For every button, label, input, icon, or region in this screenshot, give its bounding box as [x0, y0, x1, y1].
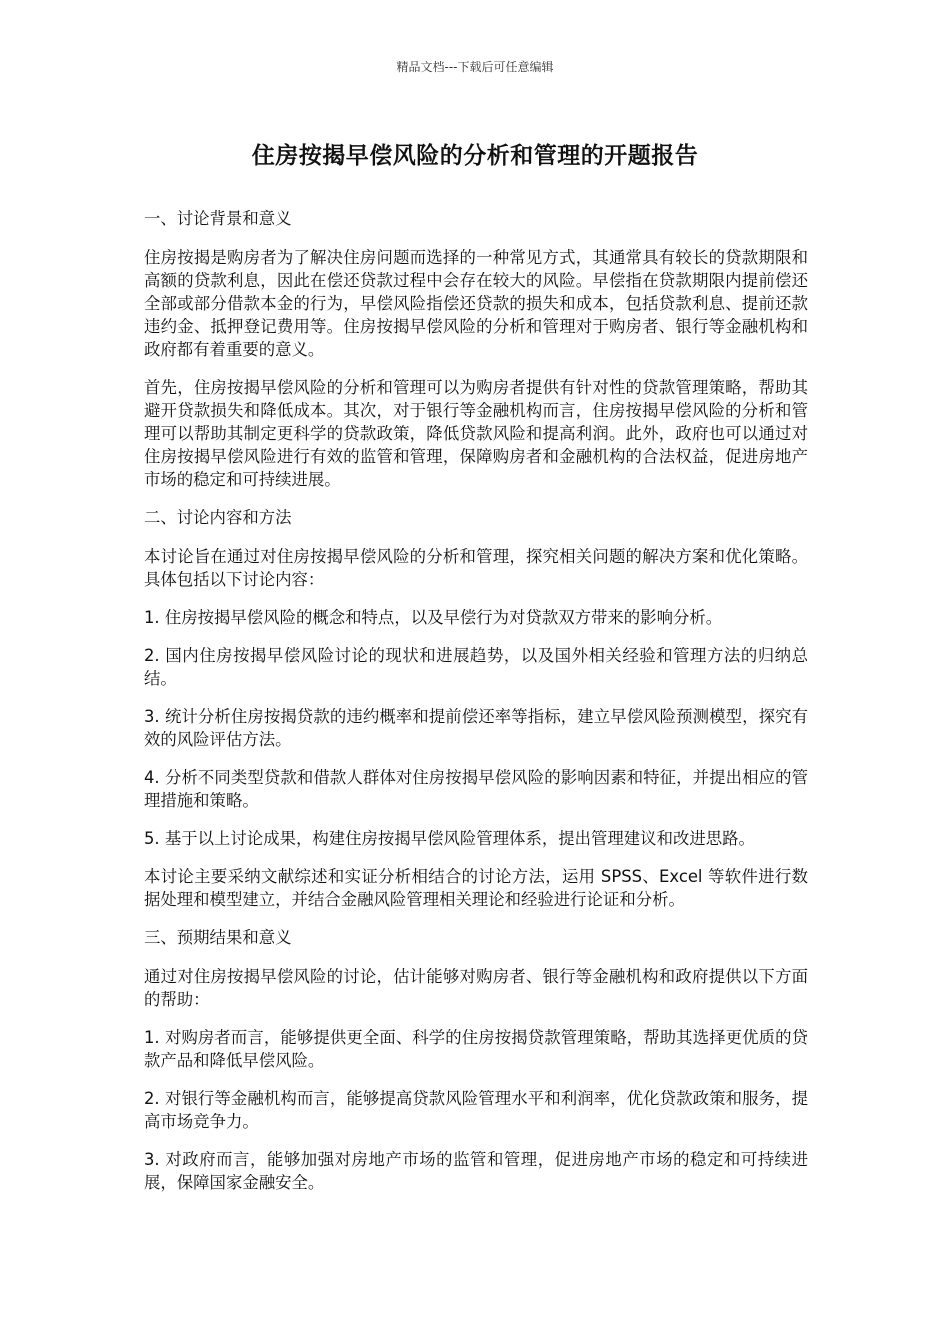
page-header-note: 精品文档---下载后可任意编辑 — [396, 60, 554, 74]
list-item: 2. 对银行等金融机构而言，能够提高贷款风险管理水平和利润率，优化贷款政策和服务，提高市场竞争力。 — [144, 1089, 808, 1131]
document-title: 住房按揭早偿风险的分析和管理的开题报告 — [251, 143, 699, 169]
paragraph: 本讨论旨在通过对住房按揭早偿风险的分析和管理，探究相关问题的解决方案和优化策略。具体包括以下讨论内容： — [144, 547, 808, 589]
list-item: 1. 对购房者而言，能够提供更全面、科学的住房按揭贷款管理策略，帮助其选择更优质的贷款产品和降低早偿风险。 — [144, 1028, 808, 1070]
section-heading-content-method: 二、讨论内容和方法 — [144, 508, 292, 527]
section-heading-background: 一、讨论背景和意义 — [144, 209, 292, 228]
paragraph: 住房按揭是购房者为了解决住房问题而选择的一种常见方式，其通常具有较长的贷款期限和高额的贷款利息，因此在偿还贷款过程中会存在较大的风险。早偿指在贷款期限内提前偿还全部或部分借款本金的行为，早偿风险指偿还贷款的损失和成本，包括贷款利息、提前还款违约金、抵押登记费用等。住房按揭早偿风险的分析和管理对于购房者、银行等金融机构和政府都有着重要的意义。 — [144, 248, 808, 359]
paragraph: 首先，住房按揭早偿风险的分析和管理可以为购房者提供有针对性的贷款管理策略，帮助其避开贷款损失和降低成本。其次，对于银行等金融机构而言，住房按揭早偿风险的分析和管理可以帮助其制定更科学的贷款政策，降低贷款风险和提高利润。此外，政府也可以通过对住房按揭早偿风险进行有效的监管和管理，保障购房者和金融机构的合法权益，促进房地产市场的稳定和可持续进展。 — [144, 378, 808, 489]
section-heading-expected-results: 三、预期结果和意义 — [144, 928, 292, 947]
list-item: 3. 对政府而言，能够加强对房地产市场的监管和管理，促进房地产市场的稳定和可持续进展，保障国家金融安全。 — [144, 1150, 808, 1192]
paragraph: 通过对住房按揭早偿风险的讨论，估计能够对购房者、银行等金融机构和政府提供以下方面的帮助： — [144, 967, 808, 1009]
document-body — [144, 207, 808, 1209]
list-item: 5. 基于以上讨论成果，构建住房按揭早偿风险管理体系，提出管理建议和改进思路。 — [144, 829, 755, 848]
list-item: 3. 统计分析住房按揭贷款的违约概率和提前偿还率等指标，建立早偿风险预测模型，探究有效的风险评估方法。 — [144, 707, 808, 749]
list-item: 2. 国内住房按揭早偿风险讨论的现状和进展趋势，以及国外相关经验和管理方法的归纳总结。 — [144, 646, 808, 688]
paragraph: 本讨论主要采纳文献综述和实证分析相结合的讨论方法，运用 SPSS、Excel 等软件进行数据处理和模型建立，并结合金融风险管理相关理论和经验进行论证和分析。 — [144, 867, 808, 909]
list-item: 1. 住房按揭早偿风险的概念和特点，以及早偿行为对贷款双方带来的影响分析。 — [144, 608, 723, 627]
list-item: 4. 分析不同类型贷款和借款人群体对住房按揭早偿风险的影响因素和特征，并提出相应的管理措施和策略。 — [144, 768, 808, 810]
